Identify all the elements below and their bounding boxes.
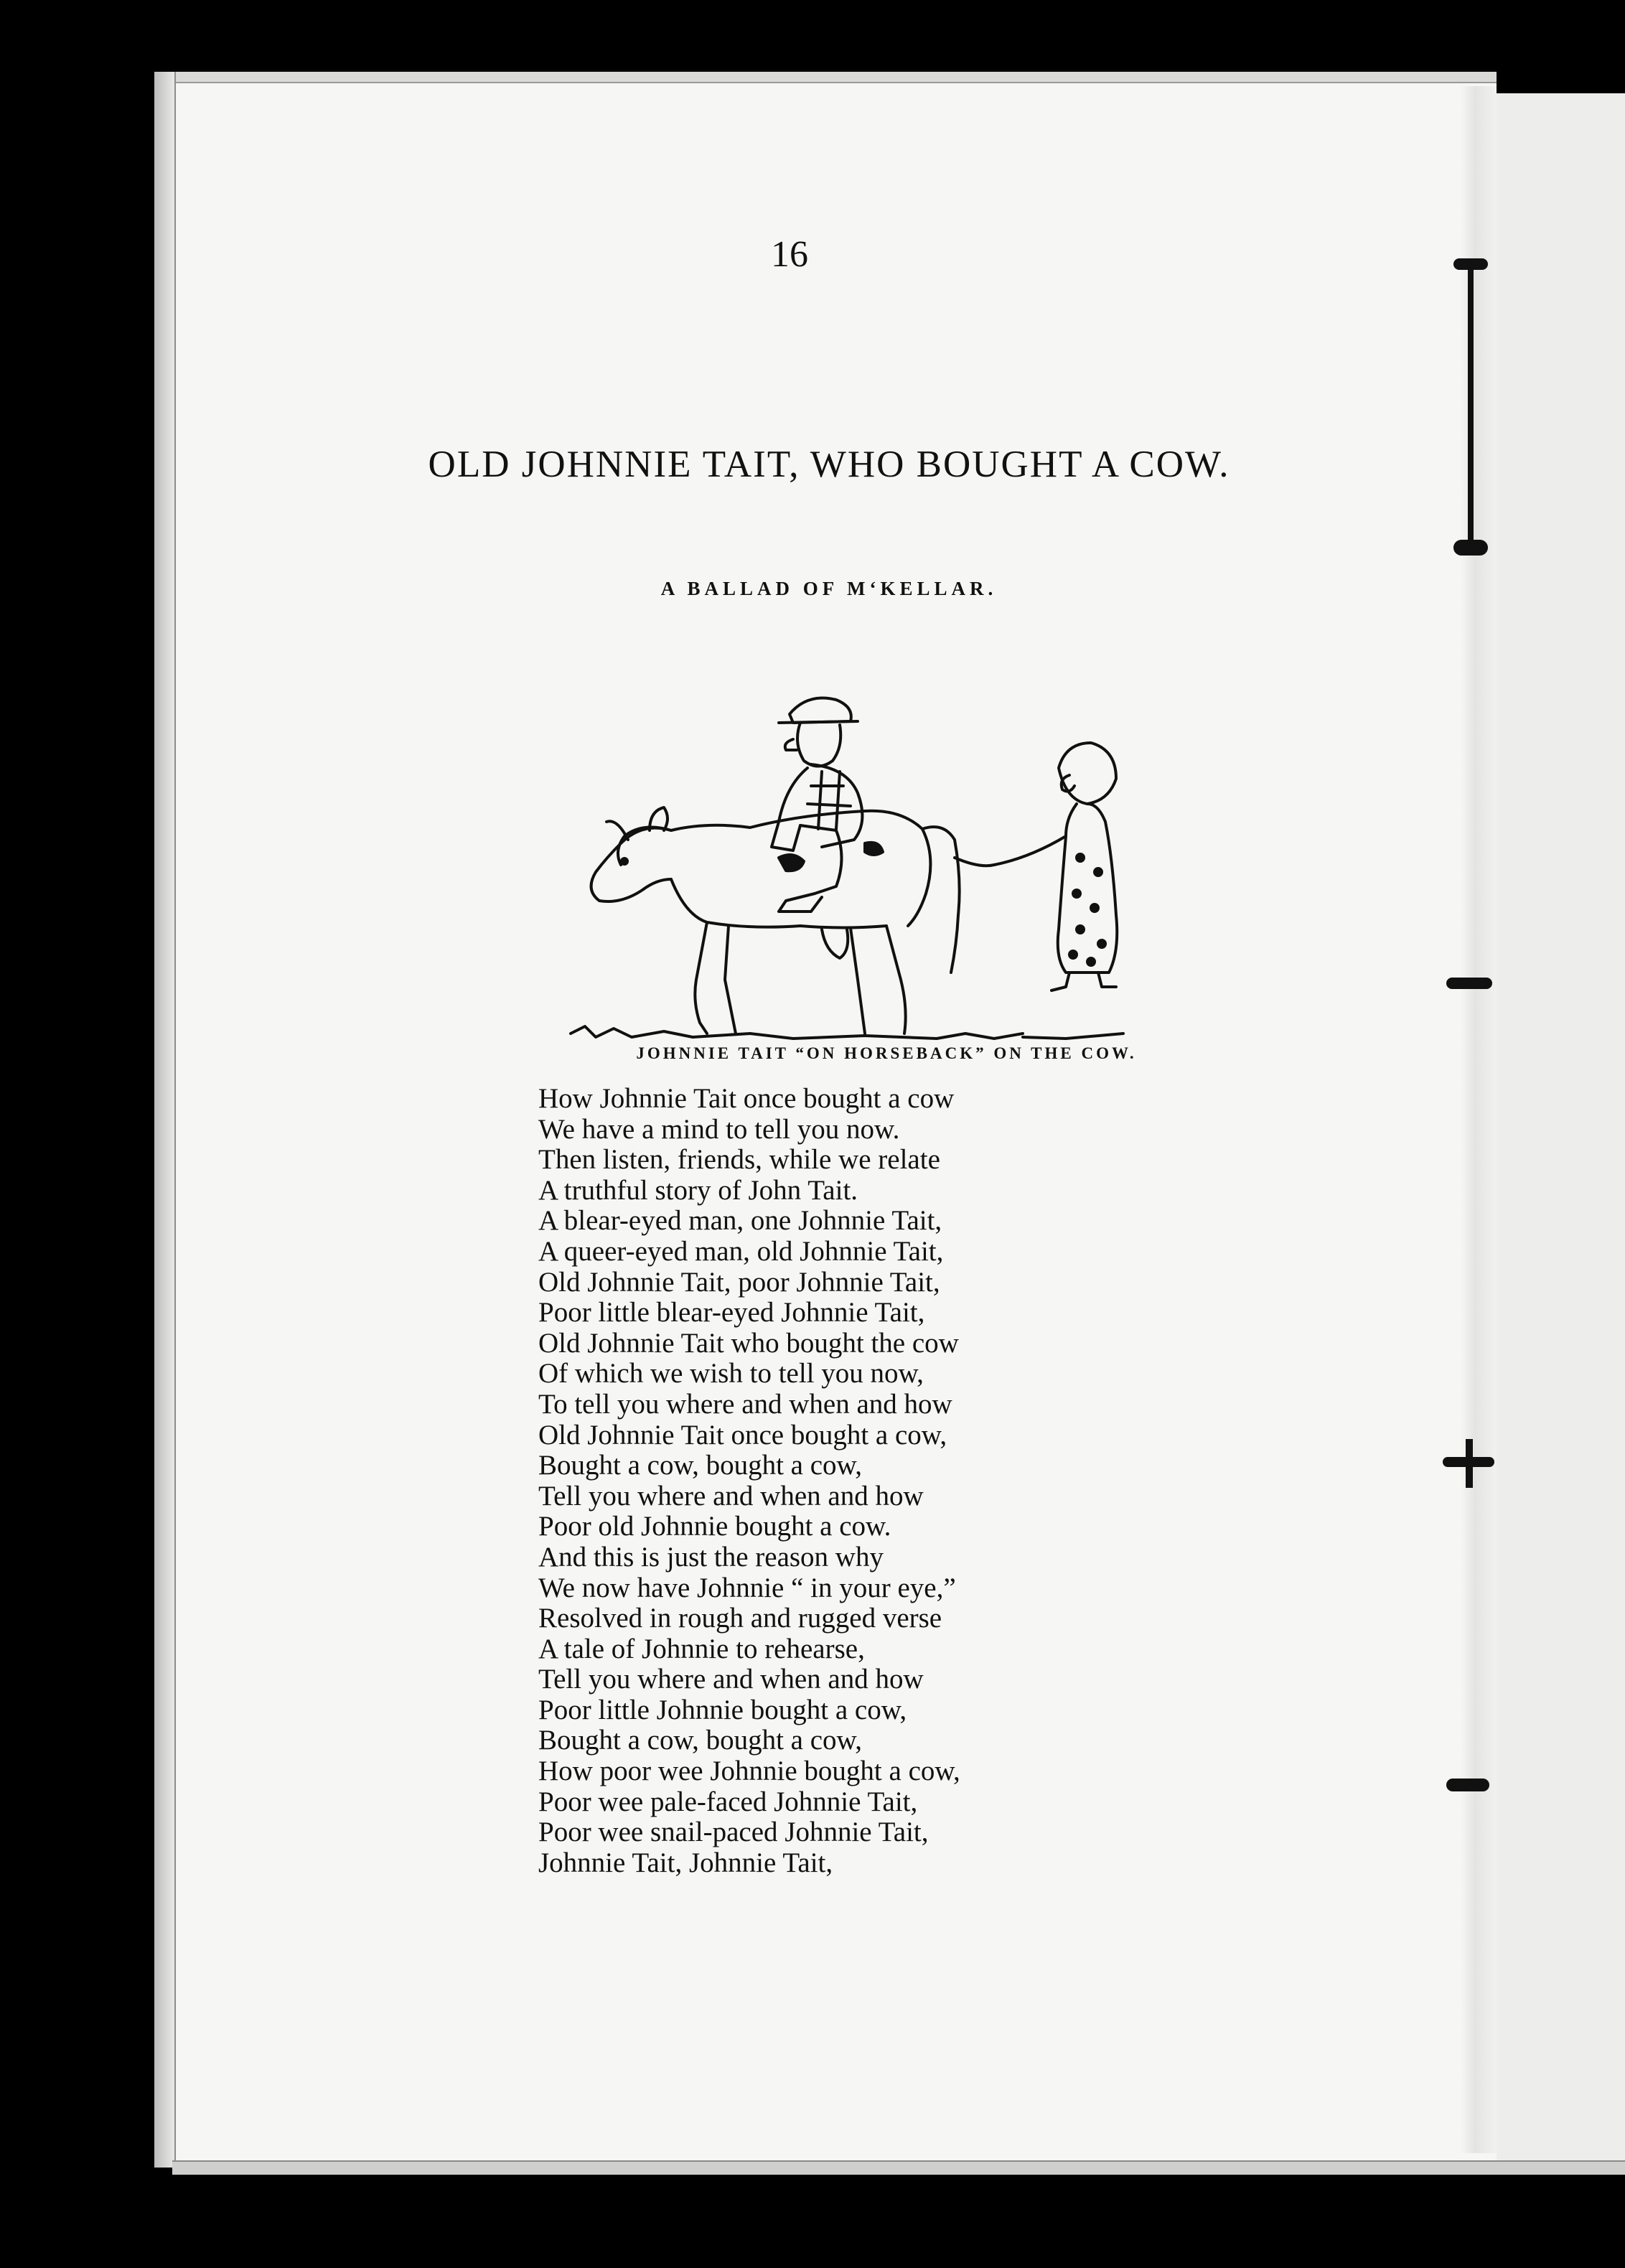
book-page [154, 72, 1497, 2168]
man-riding-cow-illustration [563, 642, 1209, 1087]
poem-body [538, 1084, 1256, 1878]
poem-line: Poor old Johnnie bought a cow. [538, 1511, 891, 1542]
poem-line: Bought a cow, bought a cow, [538, 1450, 862, 1481]
page-number: 16 [771, 234, 808, 275]
poem-line: Then listen, friends, while we relate [538, 1144, 940, 1176]
binding-stitch [1453, 540, 1488, 556]
page-bottom-edge [172, 2160, 1625, 2175]
poem-line: Poor little blear-eyed Johnnie Tait, [538, 1297, 925, 1329]
poem-line: Tell you where and when and how [538, 1664, 924, 1695]
poem-subtitle: A BALLAD OF M‘KELLAR. [660, 578, 998, 599]
poem-line: We now have Johnnie “ in your eye,” [538, 1572, 956, 1603]
poem-line: Of which we wish to tell you now, [538, 1358, 924, 1390]
poem-line: To tell you where and when and how [538, 1388, 952, 1420]
poem-title: OLD JOHNNIE TAIT, WHO BOUGHT A COW. [428, 444, 1230, 485]
poem-line: Old Johnnie Tait once bought a cow, [538, 1419, 947, 1451]
poem-line: How Johnnie Tait once bought a cow [538, 1083, 955, 1114]
facing-page-edge [1497, 93, 1625, 2175]
poem-line: Tell you where and when and how [538, 1480, 924, 1512]
poem-line: And this is just the reason why [538, 1541, 884, 1573]
page-content [154, 72, 1497, 2168]
illustration-caption: JOHNNIE TAIT “ON HORSEBACK” ON THE COW. [636, 1044, 1137, 1062]
poem-line: A tale of Johnnie to rehearse, [538, 1633, 865, 1664]
binding-stitch [1468, 262, 1474, 549]
poem-line: Bought a cow, bought a cow, [538, 1725, 862, 1756]
poem-line: Old Johnnie Tait who bought the cow [538, 1327, 959, 1359]
poem-line: Old Johnnie Tait, poor Johnnie Tait, [538, 1266, 940, 1298]
poem-line: How poor wee Johnnie bought a cow, [538, 1756, 960, 1787]
poem-line: Johnnie Tait, Johnnie Tait, [538, 1847, 833, 1878]
poem-line: We have a mind to tell you now. [538, 1113, 900, 1145]
poem-line: Resolved in rough and rugged verse [538, 1603, 942, 1634]
poem-line: A truthful story of John Tait. [538, 1174, 858, 1206]
poem-line: A blear-eyed man, one Johnnie Tait, [538, 1205, 942, 1237]
poem-line: A queer-eyed man, old Johnnie Tait, [538, 1235, 944, 1267]
poem-line: Poor little Johnnie bought a cow, [538, 1694, 907, 1725]
binding-stitch [1466, 1439, 1473, 1488]
binding-stitch [1446, 978, 1492, 989]
poem-line: Poor wee pale-faced Johnnie Tait, [538, 1786, 918, 1817]
binding-stitch [1453, 258, 1488, 270]
poem-line: Poor wee snail-paced Johnnie Tait, [538, 1817, 929, 1848]
binding-stitch [1446, 1779, 1489, 1791]
